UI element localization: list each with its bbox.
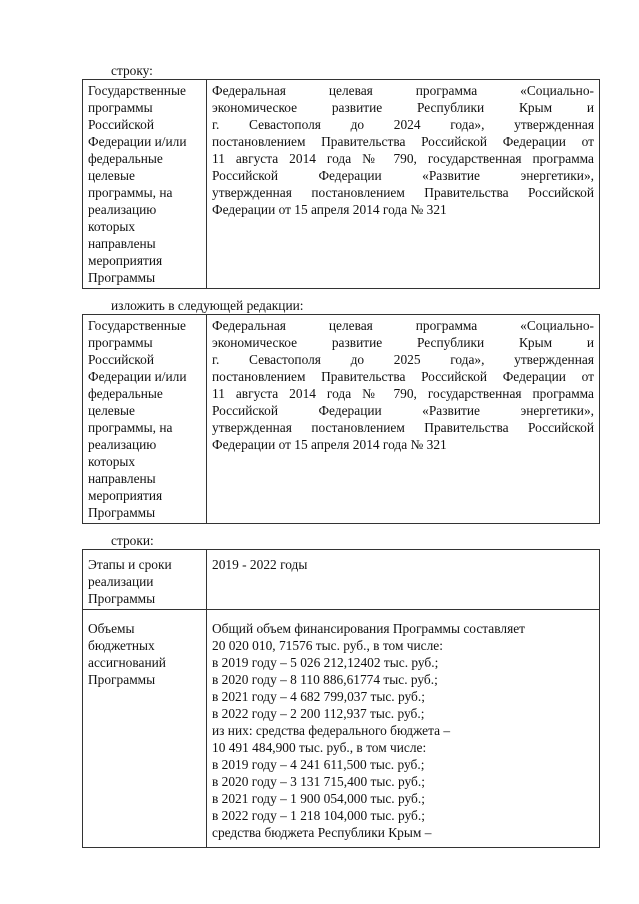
- table1-label-line: Федерации и/или: [88, 134, 187, 149]
- table2-label-line: Российской: [88, 352, 154, 367]
- table3-stages-value: 2019 - 2022 годы: [212, 557, 308, 572]
- table3-stages-label-line: реализации: [88, 574, 154, 589]
- caption-stroku: строку:: [111, 63, 153, 78]
- table3-budget-line: из них: средства федерального бюджета –: [212, 723, 451, 738]
- table2-content-line: экономическое развитие Республики Крым и: [212, 335, 594, 350]
- table3-budget-line: в 2019 году – 5 026 212,12402 тыс. руб.;: [212, 655, 439, 670]
- table1-label-line: программы: [88, 100, 153, 115]
- table2-label-line: целевые: [88, 403, 135, 418]
- table2-label-line: Государственные: [88, 318, 186, 333]
- caption-new-wording: изложить в следующей редакции:: [111, 298, 304, 313]
- table3-budget-label-line: бюджетных: [88, 638, 155, 653]
- table1-label-line: целевые: [88, 168, 135, 183]
- table3-budget-label-line: Программы: [88, 672, 156, 687]
- table2-label-line: Программы: [88, 505, 156, 520]
- table2-content-line: 11 августа 2014 года № 790, государственная программа: [212, 386, 594, 401]
- table2-label-line: программы, на: [88, 420, 173, 435]
- table2-content-line: утвержденная постановлением Правительства Российской: [212, 420, 594, 435]
- table2-label-line: реализацию: [88, 437, 157, 452]
- table1-label-line: которых: [88, 219, 136, 234]
- table3-budget-line: в 2022 году – 1 218 104,000 тыс. руб.;: [212, 808, 425, 823]
- table3-stages-label-line: Программы: [88, 591, 156, 606]
- table3-stages-value-cell: [207, 550, 600, 610]
- table3-budget-line: в 2019 году – 4 241 611,500 тыс. руб.;: [212, 757, 425, 772]
- table1-label-line: мероприятия: [88, 253, 163, 268]
- table3-budget-line: в 2021 году – 1 900 054,000 тыс. руб.;: [212, 791, 425, 806]
- table1-content-line: Федеральная целевая программа «Социально-: [212, 83, 594, 98]
- table3-budget-label-line: ассигнований: [88, 655, 166, 670]
- table3-budget-label-cell: [83, 610, 207, 848]
- table1-label-line: направлены: [88, 236, 156, 251]
- table3-budget-line: в 2020 году – 3 131 715,400 тыс. руб.;: [212, 774, 425, 789]
- table3-budget-line: в 2022 году – 2 200 112,937 тыс. руб.;: [212, 706, 425, 721]
- table2-content-line: Российской Федерации «Развитие энергетики»,: [212, 403, 594, 418]
- table1-content-line: утвержденная постановлением Правительства Российской: [212, 185, 594, 200]
- table1-content-line: г. Севастополя до 2024 года», утвержденная: [212, 117, 594, 132]
- table1-label-line: программы, на: [88, 185, 173, 200]
- table3-budget-line: в 2021 году – 4 682 799,037 тыс. руб.;: [212, 689, 425, 704]
- table1-label-line: федеральные: [88, 151, 163, 166]
- table1-content-cell: [207, 80, 600, 289]
- table-old-wording: [82, 79, 600, 289]
- table1-label-line: Программы: [88, 270, 156, 285]
- table2-label-line: которых: [88, 454, 136, 469]
- table2-label-line: направлены: [88, 471, 156, 486]
- table3-budget-line: в 2020 году – 8 110 886,61774 тыс. руб.;: [212, 672, 438, 687]
- table1-content-line: экономическое развитие Республики Крым и: [212, 100, 594, 115]
- table2-content-line: Федерации от 15 апреля 2014 года № 321: [212, 437, 447, 452]
- table2-label-cell: [83, 315, 207, 524]
- table2-content-cell: [207, 315, 600, 524]
- table2-content-line: Федеральная целевая программа «Социально-: [212, 318, 594, 333]
- table2-label-line: федеральные: [88, 386, 163, 401]
- table3-budget-line: 20 020 010, 71576 тыс. руб., в том числе:: [212, 638, 443, 653]
- table1-content-line: Российской Федерации «Развитие энергетики»,: [212, 168, 594, 183]
- table2-content-line: постановлением Правительства Российской Федерации от: [212, 369, 594, 384]
- table3-budget-line: 10 491 484,900 тыс. руб., в том числе:: [212, 740, 427, 755]
- table3-budget-line: Общий объем финансирования Программы составляет: [212, 621, 526, 636]
- table1-label-line: Государственные: [88, 83, 186, 98]
- table2-content-line: г. Севастополя до 2025 года», утвержденная: [212, 352, 594, 367]
- table1-content-line: 11 августа 2014 года № 790, государственная программа: [212, 151, 594, 166]
- caption-stroki: строки:: [111, 533, 154, 548]
- table3-budget-line: средства бюджета Республики Крым –: [212, 825, 432, 840]
- table3-stages-label-line: Этапы и сроки: [88, 557, 172, 572]
- table1-label-line: реализацию: [88, 202, 157, 217]
- table2-label-line: программы: [88, 335, 153, 350]
- table-program-terms: [82, 549, 600, 848]
- table3-budget-label-line: Объемы: [88, 621, 135, 636]
- table1-label-line: Российской: [88, 117, 154, 132]
- table3-budget-content-cell: [207, 610, 600, 848]
- table1-label-cell: [83, 80, 207, 289]
- table1-content-line: постановлением Правительства Российской Федерации от: [212, 134, 594, 149]
- table3-stages-label-cell: [83, 550, 207, 610]
- table2-label-line: Федерации и/или: [88, 369, 187, 384]
- table-new-wording: [82, 314, 600, 524]
- table2-label-line: мероприятия: [88, 488, 163, 503]
- table1-content-line: Федерации от 15 апреля 2014 года № 321: [212, 202, 447, 217]
